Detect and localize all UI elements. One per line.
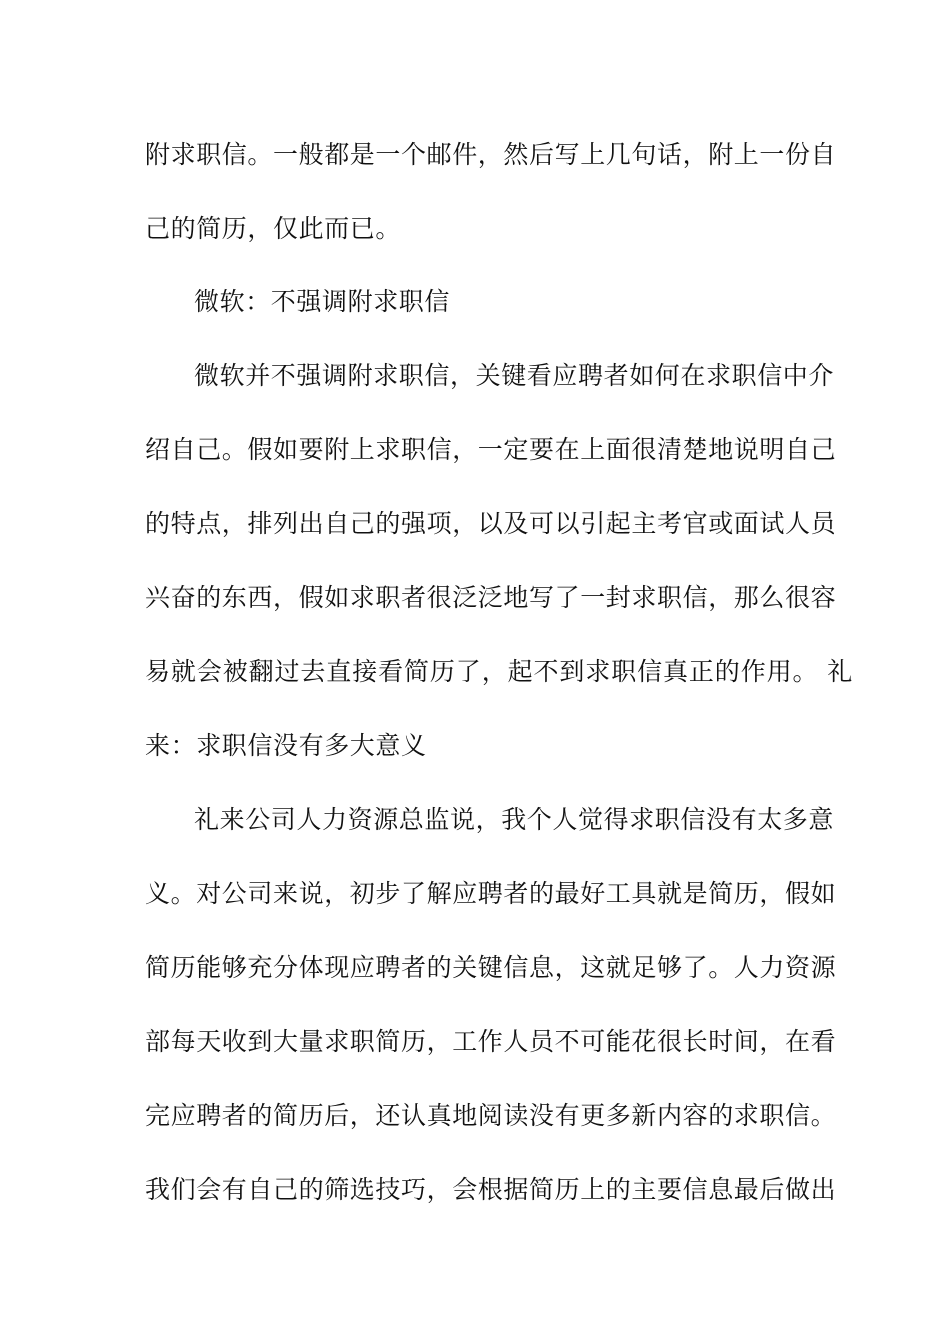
text-line: 部每天收到大量求职简历，工作人员不可能花很长时间，在看 <box>145 1027 837 1056</box>
text-line: 易就会被翻过去直接看简历了，起不到求职信真正的作用。 礼 <box>145 657 854 686</box>
text-line: 礼来公司人力资源总监说，我个人觉得求职信没有太多意 <box>194 805 835 834</box>
text-line: 的特点，排列出自己的强项，以及可以引起主考官或面试人员 <box>145 509 837 538</box>
text-line: 附求职信。一般都是一个邮件，然后写上几句话，附上一份自 <box>145 140 837 169</box>
text-line: 我们会有自己的筛选技巧，会根据简历上的主要信息最后做出 <box>145 1175 837 1204</box>
text-line: 简历能够充分体现应聘者的关键信息，这就足够了。人力资源 <box>145 953 837 982</box>
text-line: 义。对公司来说，初步了解应聘者的最好工具就是简历，假如 <box>145 879 837 908</box>
text-line: 兴奋的东西，假如求职者很泛泛地写了一封求职信，那么很容 <box>145 583 837 612</box>
text-line: 绍自己。假如要附上求职信，一定要在上面很清楚地说明自己 <box>145 435 837 464</box>
text-line: 完应聘者的简历后，还认真地阅读没有更多新内容的求职信。 <box>145 1101 837 1130</box>
section-heading-lilly: 来：求职信没有多大意义 <box>145 731 427 760</box>
text-line: 己的简历，仅此而已。 <box>145 214 402 243</box>
section-heading-microsoft: 微软：不强调附求职信 <box>194 287 451 316</box>
text-line: 微软并不强调附求职信，关键看应聘者如何在求职信中介 <box>194 361 835 390</box>
